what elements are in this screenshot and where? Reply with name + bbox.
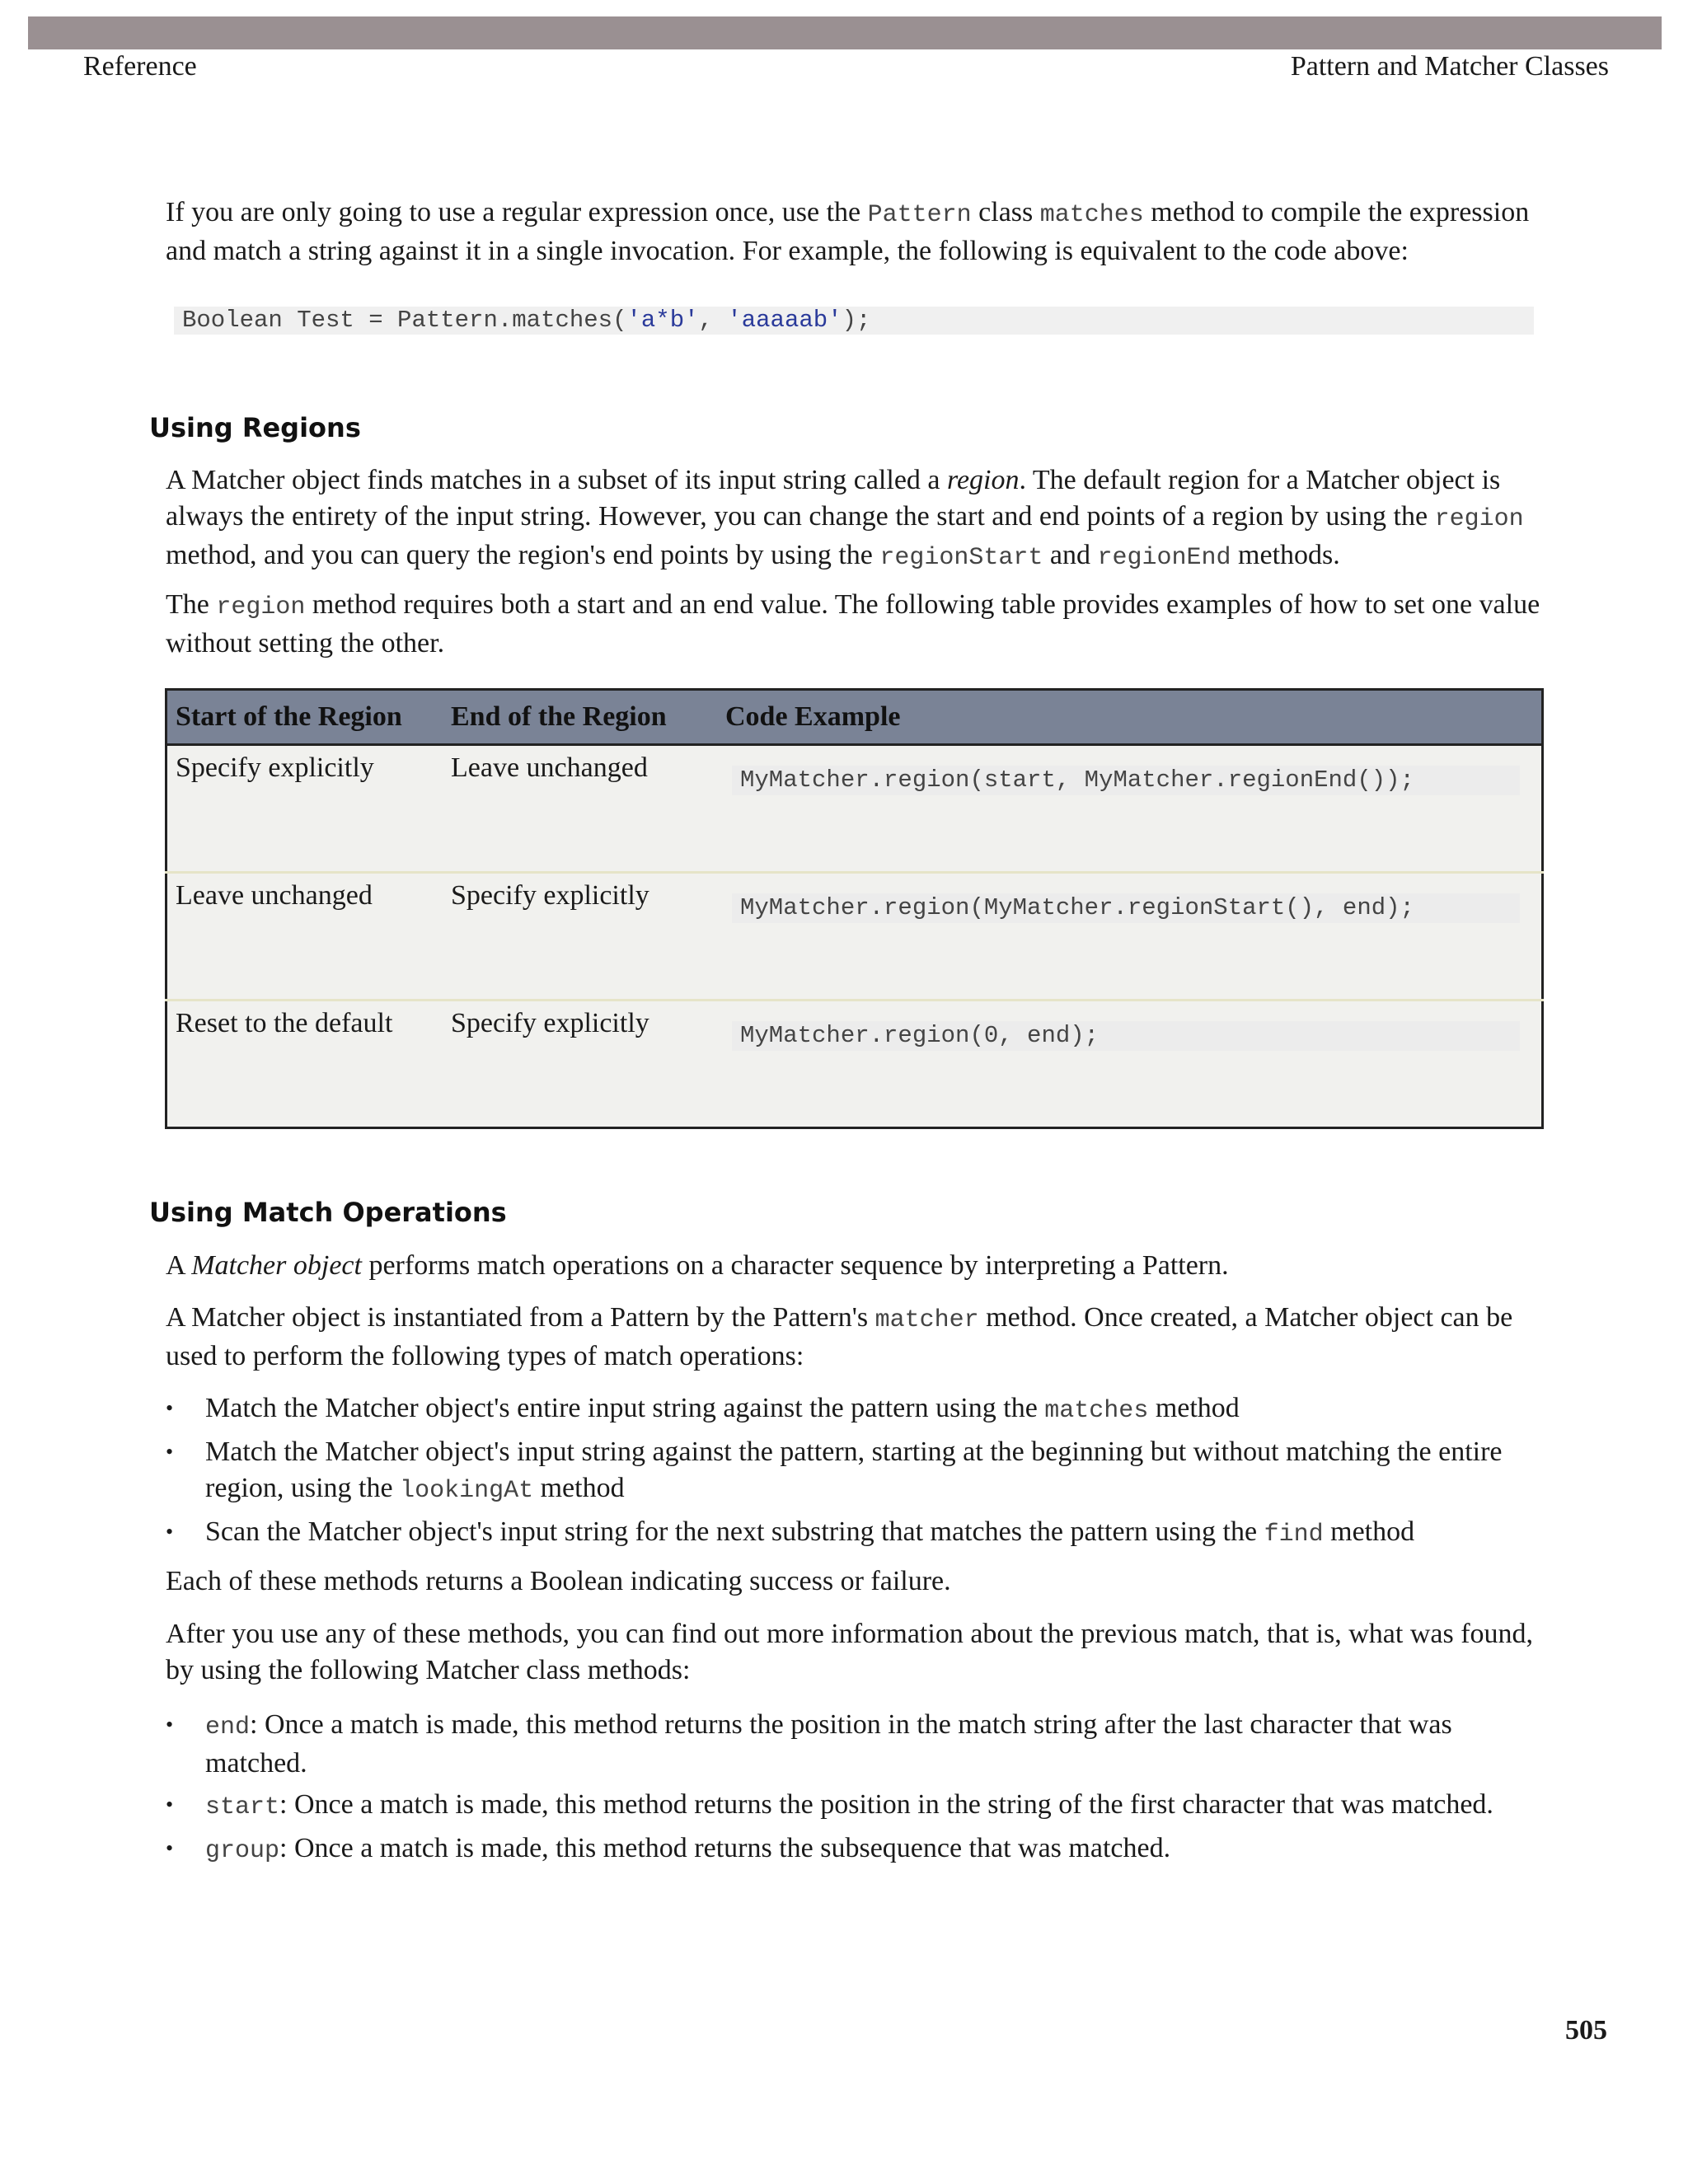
- inline-code: lookingAt: [400, 1477, 534, 1505]
- text-run: performs match operations on a character sequence by interpreting a Pattern.: [361, 1250, 1229, 1281]
- match-paragraph-3: Each of these methods returns a Boolean indicating success or failure.: [166, 1566, 951, 1596]
- table-header-cell: End of the Region: [443, 690, 717, 745]
- text-run: A Matcher object finds matches in a subset of its input string called a: [166, 465, 947, 495]
- matcher-methods-list: [166, 1707, 1550, 1874]
- match-operations-list: [166, 1390, 1550, 1558]
- text-run: method: [1323, 1516, 1415, 1547]
- table-cell: Leave unchanged: [443, 745, 717, 873]
- text-run: method, and you can query the region's end points by using the: [166, 540, 880, 570]
- text-run: A: [166, 1250, 192, 1281]
- emphasis: Matcher object: [191, 1250, 362, 1281]
- inline-code: end: [205, 1713, 251, 1741]
- table-row: [166, 745, 1543, 873]
- intro-paragraph: [166, 194, 1546, 269]
- match-paragraph-2: [166, 1300, 1546, 1375]
- regions-paragraph-1: [166, 462, 1546, 576]
- text-run: If you are only going to use a regular expression once, use the: [166, 197, 868, 227]
- inline-code: matches: [1044, 1397, 1149, 1425]
- table-cell: Specify explicitly: [166, 745, 443, 873]
- table-header-cell: Start of the Region: [166, 690, 443, 745]
- code-example: MyMatcher.region(0, end);: [732, 1021, 1520, 1051]
- text-run: method requires both a start and an end value. The following table provides examples of how to set one value without setting the other.: [166, 589, 1540, 658]
- inline-code: matcher: [874, 1306, 979, 1334]
- section-heading-regions: Using Regions: [149, 412, 361, 443]
- text-run: Scan the Matcher object's input string for the next substring that matches the pattern using the: [205, 1516, 1264, 1547]
- list-item: [166, 1434, 1550, 1509]
- code-text: ,: [698, 307, 728, 334]
- text-run: Match the Matcher object's input string against the pattern, starting at the beginning but without matching the entire region, using the: [205, 1436, 1503, 1503]
- table-cell: Specify explicitly: [443, 873, 717, 1001]
- table-cell: Reset to the default: [166, 1001, 443, 1128]
- inline-code: matches: [1039, 201, 1144, 229]
- match-paragraph-1: [166, 1248, 1546, 1284]
- list-item: [166, 1787, 1550, 1825]
- inline-code: group: [205, 1837, 280, 1865]
- page-number: 505: [1565, 2015, 1607, 2046]
- table-cell: Specify explicitly: [443, 1001, 717, 1128]
- text-run: class: [971, 197, 1040, 227]
- list-item: [166, 1830, 1550, 1869]
- code-block: [174, 307, 1534, 335]
- inline-code: Pattern: [867, 201, 972, 229]
- code-string: 'a*b': [626, 307, 699, 334]
- code-example: MyMatcher.region(start, MyMatcher.regionEnd());: [732, 766, 1520, 795]
- inline-code: region: [216, 593, 306, 621]
- list-item: [166, 1390, 1550, 1429]
- regions-table: [165, 688, 1544, 1129]
- inline-code: find: [1264, 1521, 1324, 1549]
- text-run: The: [166, 589, 217, 620]
- running-header-right: Pattern and Matcher Classes: [1290, 51, 1609, 82]
- table-cell: [717, 1001, 1543, 1128]
- text-run: method: [533, 1473, 625, 1503]
- table-cell: Leave unchanged: [166, 873, 443, 1001]
- regions-paragraph-2: [166, 587, 1546, 662]
- text-run: and: [1043, 540, 1098, 570]
- list-item: [166, 1707, 1550, 1782]
- text-run: : Once a match is made, this method returns the subsequence that was matched.: [279, 1833, 1171, 1863]
- text-run: methods.: [1231, 540, 1340, 570]
- code-example: MyMatcher.region(MyMatcher.regionStart(), end);: [732, 893, 1520, 923]
- code-text: Boolean Test = Pattern.matches(: [182, 307, 627, 334]
- text-run: : Once a match is made, this method returns the position in the string of the first character that was matched.: [279, 1789, 1493, 1820]
- text-run: Match the Matcher object's entire input string against the pattern using the: [205, 1393, 1045, 1423]
- text-run: method. Once created, a Matcher object can be used to perform the following types of match operations:: [166, 1302, 1513, 1371]
- header-bar: [28, 16, 1662, 49]
- match-paragraph-4: After you use any of these methods, you can find out more information about the previous match, that is, what was found, by using the following Matcher class methods:: [166, 1619, 1534, 1685]
- text-run: method: [1148, 1393, 1240, 1423]
- table-cell: [717, 873, 1543, 1001]
- inline-code: start: [205, 1793, 280, 1821]
- table-header-cell: Code Example: [717, 690, 1543, 745]
- code-text: );: [842, 307, 871, 334]
- inline-code: regionStart: [879, 544, 1043, 572]
- running-header-left: Reference: [83, 51, 197, 82]
- inline-code: region: [1434, 505, 1524, 533]
- list-item: [166, 1514, 1550, 1553]
- text-run: . The default region for a Matcher object is always the entirety of the input string. However, you can change the start and end points of a region by using the: [166, 465, 1501, 532]
- emphasis: region: [947, 465, 1020, 495]
- table-row: [166, 1001, 1543, 1128]
- table-header-row: [166, 690, 1543, 745]
- inline-code: regionEnd: [1097, 544, 1231, 572]
- code-string: 'aaaaab': [727, 307, 842, 334]
- table-row: [166, 873, 1543, 1001]
- table-cell: [717, 745, 1543, 873]
- text-run: A Matcher object is instantiated from a Pattern by the Pattern's: [166, 1302, 875, 1333]
- text-run: : Once a match is made, this method returns the position in the match string after the last character that was matched.: [205, 1709, 1452, 1779]
- text-run: method to compile the expression and match a string against it in a single invocation. For example, the following is equivalent to the code above:: [166, 197, 1530, 266]
- section-heading-match-operations: Using Match Operations: [149, 1197, 507, 1228]
